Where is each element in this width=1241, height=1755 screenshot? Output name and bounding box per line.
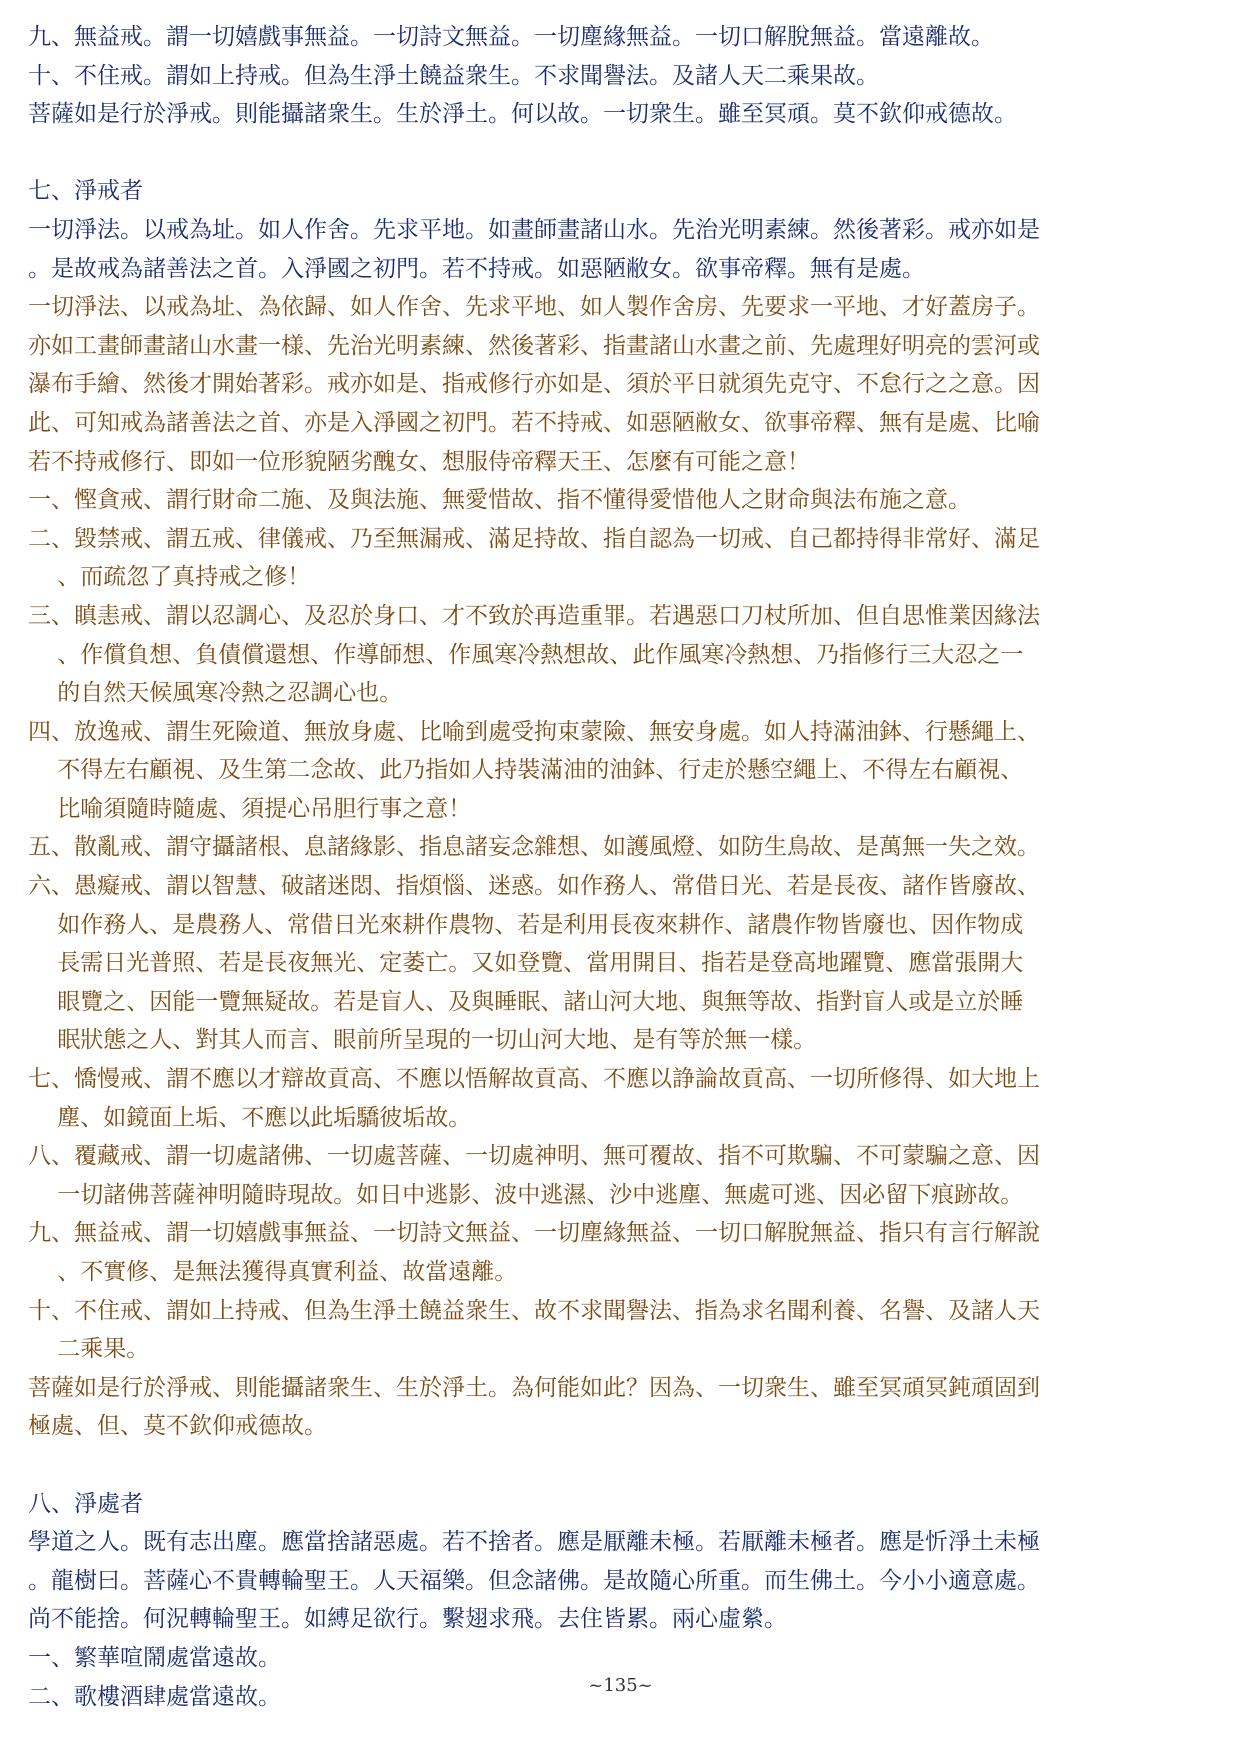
text-line: 四、放逸戒、謂生死險道、無放身處、比喻到處受拘束蒙險、無安身處。如人持滿油鉢、行懸繩上、 [28,718,1040,745]
text-line: 眠狀態之人、對其人而言、眼前所呈現的一切山河大地、是有等於無一樣。 [28,1027,817,1054]
text-line: 、不實修、是無法獲得真實利益、故當遠離。 [28,1259,518,1285]
blank-line [28,1446,1218,1485]
text-line: 眼覽之、因能一覽無疑故。若是盲人、及與睡眠、諸山河大地、與無等故、指對盲人或是立於睡 [28,988,1024,1015]
blank-line [28,134,1218,173]
text-line: 一切諸佛菩薩神明隨時現故。如日中逃影、波中逃濕、沙中逃塵、無處可逃、因必留下痕跡故。 [28,1181,1024,1208]
text-line: 八、覆藏戒、謂一切處諸佛、一切處菩薩、一切處神明、無可覆故、指不可欺騙、不可蒙騙之意、因 [28,1143,1040,1170]
text-line: 八、淨處者 [28,1490,143,1517]
text-line: 二、毀禁戒、謂五戒、律儀戒、乃至無漏戒、滿足持故、指自認為一切戒、自己都持得非常好、滿足 [28,525,1040,552]
text-line: 、作償負想、負債償還想、作導師想、作風寒冷熱想故、此作風寒冷熱想、乃指修行三大忍之一 [28,641,1024,668]
text-line: 尚不能捨。何況轉輪聖王。如縛足欲行。繫翅求飛。去住皆累。兩心虛縈。 [28,1606,787,1633]
text-line: 七、淨戒者 [28,178,143,205]
text-line: 十、不住戒、謂如上持戒、但為生淨土饒益衆生、故不求聞譽法、指為求名聞利養、名譽、及諸人天 [28,1297,1040,1324]
text-line: 九、無益戒、謂一切嬉戲事無益、一切詩文無益、一切塵緣無益、一切口解脫無益、指只有言行解說 [28,1220,1040,1247]
text-line: 、而疏忽了真持戒之修！ [28,564,311,591]
text-line: 如作務人、是農務人、常借日光來耕作農物、若是利用長夜來耕作、諸農作物皆廢也、因作物成 [28,911,1024,938]
text-line: 三、瞋恚戒、謂以忍調心、及忍於身口、才不致於再造重罪。若遇惡口刀杖所加、但自思惟業因緣法 [28,602,1040,629]
text-line: 瀑布手繪、然後才開始著彩。戒亦如是、指戒修行亦如是、須於平日就須先克守、不怠行之之意。因 [28,371,1040,398]
text-line: 一切淨法。以戒為址。如人作舍。先求平地。如畫師畫諸山水。先治光明素練。然後著彩。戒亦如是 [28,216,1040,243]
text-line: 不得左右顧視、及生第二念故、此乃指如人持裝滿油的油鉢、行走於懸空繩上、不得左右顧視、 [28,757,1024,784]
text-line: 亦如工畫師畫諸山水畫一様、先治光明素練、然後著彩、指畫諸山水畫之前、先處理好明亮的雲河或 [28,332,1040,359]
text-line: 極處、但、莫不欽仰戒德故。 [28,1413,327,1440]
text-line: 長需日光普照、若是長夜無光、定萎亡。又如登覽、當用開目、指若是登高地躍覽、應當張開大 [28,950,1024,977]
text-line: 一、繁華喧鬧處當遠故。 [28,1644,281,1671]
text-line: 。龍樹曰。菩薩心不貴轉輪聖王。人天福樂。但念諸佛。是故隨心所重。而生佛土。今小小適意處。 [28,1567,1040,1594]
text-line: 二乘果。 [28,1336,150,1363]
text-line: 十、不住戒。謂如上持戒。但為生淨土饒益衆生。不求聞譽法。及諸人天二乘果故。 [28,62,879,89]
text-line: 六、愚癡戒、謂以智慧、破諸迷悶、指煩惱、迷惑。如作務人、常借日光、若是長夜、諸作皆廢故、 [28,873,1040,900]
text-line: 的自然天候風寒冷熱之忍調心也。 [28,680,403,707]
document-body [28,18,1218,1716]
text-line: 七、憍慢戒、謂不應以才辯故貢高、不應以悟解故貢高、不應以諍論故貢高、一切所修得、如大地上 [28,1066,1040,1093]
text-line: 九、無益戒。謂一切嬉戲事無益。一切詩文無益。一切塵緣無益。一切口解脫無益。當遠離故。 [28,24,994,50]
text-line: 五、散亂戒、謂守攝諸根、息諸緣影、指息諸妄念雜想、如護風燈、如防生鳥故、是萬無一失之效。 [28,834,1040,861]
text-line: 塵、如鏡面上垢、不應以此垢驕彼垢故。 [28,1104,472,1131]
text-line: 此、可知戒為諸善法之首、亦是入淨國之初門。若不持戒、如惡陋敝女、欲事帝釋、無有是處、比喻 [28,409,1040,436]
text-line: 比喻須隨時隨處、須提心吊胆行事之意！ [28,795,472,822]
text-line: 一切淨法、以戒為址、為依歸、如人作舍、先求平地、如人製作舍房、先要求一平地、才好蓋房子。 [28,294,1040,321]
text-line: 學道之人。既有志出塵。應當捨諸惡處。若不捨者。應是厭離未極。若厭離未極者。應是忻淨土未極 [28,1529,1040,1556]
text-line: 若不持戒修行、即如一位形貌陋劣醜女、想服侍帝釋天王、怎麼有可能之意！ [28,448,810,475]
text-line: 一、慳貪戒、謂行財命二施、及與法施、無愛惜故、指不懂得愛惜他人之財命與法布施之意。 [28,487,971,514]
text-line: 二、歌樓酒肆處當遠故。 [28,1683,281,1710]
text-line: 。是故戒為諸善法之首。入淨國之初門。若不持戒。如惡陋敝女。欲事帝釋。無有是處。 [28,255,925,282]
text-line: 菩薩如是行於淨戒。則能攝諸衆生。生於淨土。何以故。一切衆生。雖至冥頑。莫不欽仰戒德故。 [28,101,1017,128]
page-number: ~135~ [588,1675,653,1696]
text-line: 菩薩如是行於淨戒、則能攝諸衆生、生於淨土。為何能如此？因為、一切衆生、雖至冥頑冥鈍頑固到 [28,1374,1040,1401]
